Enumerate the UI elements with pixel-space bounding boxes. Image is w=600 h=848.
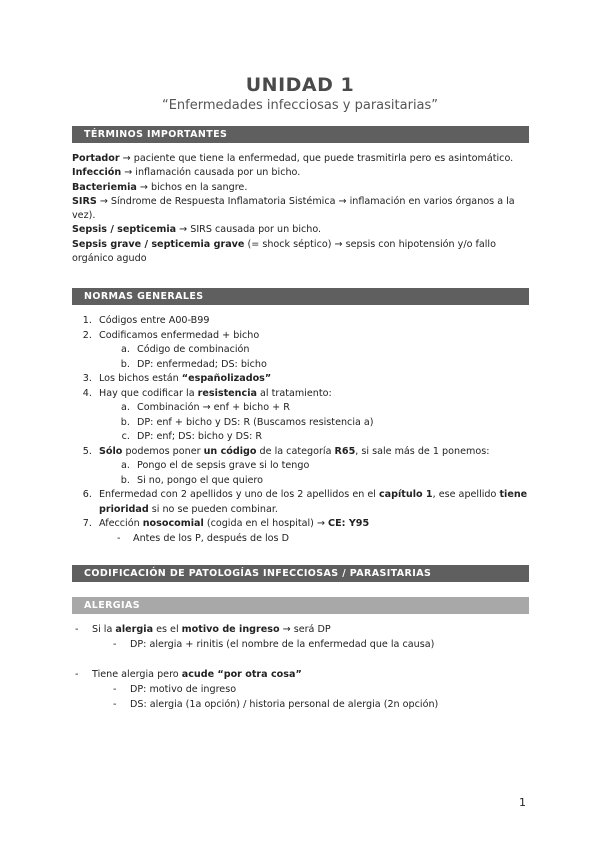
norm-subitem: b. DP: enf + bicho y DS: R (Buscamos resistencia a): [133, 416, 555, 431]
norm-item: 4. Hay que codificar la resistencia al tratamiento: a. Combinación → enf + bicho + R b. DP: enf + bicho y DS: R (Buscamos resistencia a) c. DP: enf; DS: bicho y DS: R: [95, 387, 555, 445]
norm-subitem: b. Si no, pongo el que quiero: [133, 474, 555, 489]
norm-subitem: - Antes de los P, después de los D: [129, 532, 555, 547]
allergy-item: - Tiene alergia pero acude “por otra cosa” - DP: motivo de ingreso - DS: alergia (1a opción) / historia personal de alergia (2n opción): [92, 667, 532, 712]
norms-list: [72, 314, 555, 546]
norm-item: 3. Los bichos están “españolizados”: [95, 372, 555, 387]
norm-item: 1. Códigos entre A00-B99: [95, 314, 555, 329]
allergy-subitem: - DP: alergia + rinitis (el nombre de la enfermedad que la causa): [130, 637, 532, 652]
term-item: SIRS → Síndrome de Respuesta Inflamatoria Sistémica → inflamación en varios órganos a la vez).: [72, 195, 515, 222]
term-item: Portador → paciente que tiene la enfermedad, que puede trasmitirla pero es asintomático.: [72, 153, 514, 164]
page-title: UNIDAD 1: [245, 74, 355, 96]
term-item: Infección → inflamación causada por un bicho.: [72, 167, 301, 179]
norm-item: 5. Sólo podemos poner un código de la categoría R65, si sale más de 1 ponemos: a. Pongo el de sepsis grave si lo tengo b. Si no, pongo el que quiero: [95, 445, 555, 489]
section-header-coding: CODIFICACIÓN DE PATOLOGÍAS INFECCIOSAS / PARASITARIAS: [72, 565, 529, 582]
norm-item: 6. Enfermedad con 2 apellidos y uno de los 2 apellidos en el capítulo 1, ese apellido tiene prioridad si no se pueden combinar.: [95, 488, 555, 517]
allergy-item: - Si la alergia es el motivo de ingreso → será DP - DP: alergia + rinitis (el nombre de la enfermedad que la causa): [92, 622, 532, 652]
allergy-subitem: - DP: motivo de ingreso: [130, 682, 532, 697]
norm-subitem: a. Código de combinación: [133, 343, 555, 358]
norm-item: 2. Codificamos enfermedad + bicho a. Código de combinación b. DP: enfermedad; DS: bicho: [95, 329, 555, 373]
norm-subitem: c. DP: enf; DS: bicho y DS: R: [133, 430, 555, 445]
allergy-rule-other: [72, 667, 532, 712]
term-item: Sepsis grave / septicemia grave (= shock séptico) → sepsis con hipotensión y/o fallo orgánico agudo: [72, 238, 496, 265]
section-header-terms: TÉRMINOS IMPORTANTES: [72, 126, 529, 143]
allergy-subitem: - DS: alergia (1a opción) / historia personal de alergia (2n opción): [130, 697, 532, 712]
subsection-header-allergies: ALERGIAS: [72, 597, 529, 614]
norm-subitem: a. Pongo el de sepsis grave si lo tengo: [133, 459, 555, 474]
norm-subitem: b. DP: enfermedad; DS: bicho: [133, 358, 555, 373]
term-item: Bacteriemia → bichos en la sangre.: [72, 181, 248, 193]
page-subtitle: “Enfermedades infecciosas y parasitarias”: [161, 98, 439, 113]
norm-item: 7. Afección nosocomial (cogida en el hospital) → CE: Y95 - Antes de los P, después de los D: [95, 517, 555, 546]
term-item: Sepsis / septicemia → SIRS causada por un bicho.: [72, 224, 322, 236]
norm-subitem: a. Combinación → enf + bicho + R: [133, 401, 555, 416]
page-number: 1: [519, 796, 526, 809]
allergy-rule-admission: [72, 622, 532, 652]
terms-list: [72, 152, 532, 266]
section-header-norms: NORMAS GENERALES: [72, 288, 529, 305]
